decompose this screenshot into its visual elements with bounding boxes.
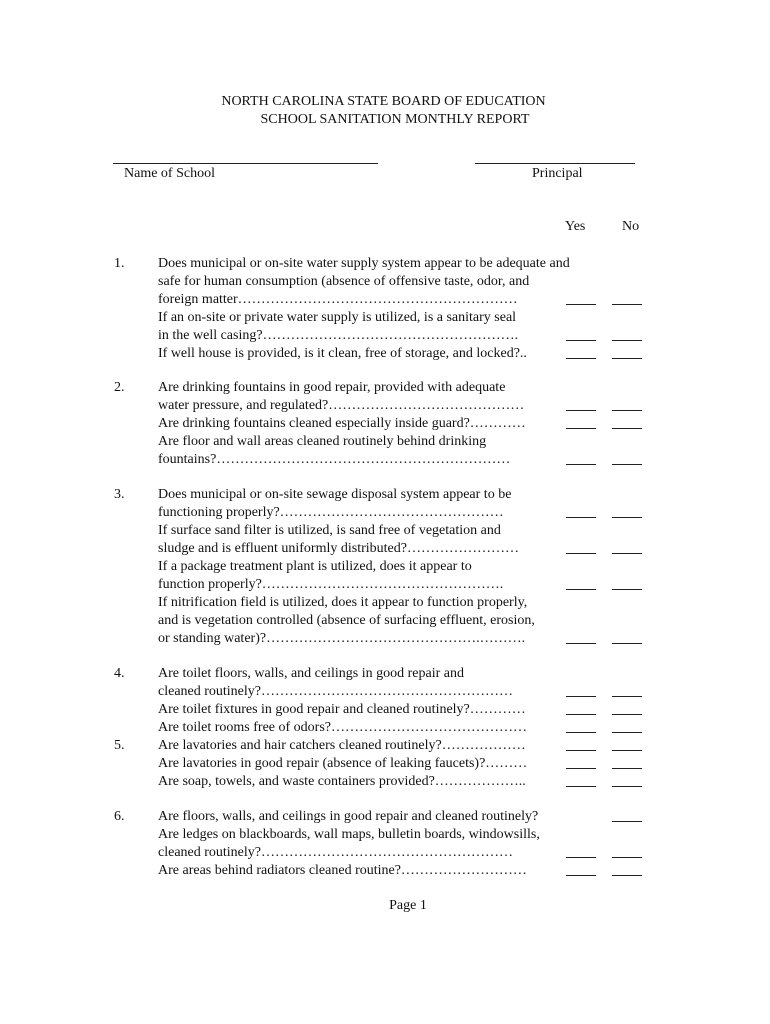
question-text: Are ledges on blackboards, wall maps, bulletin boards, windowsills,	[158, 827, 540, 842]
question-text: Are areas behind radiators cleaned routine?………………………	[158, 863, 527, 878]
no-answer-blank[interactable]	[612, 821, 642, 822]
question-text: or standing water)?……………………………………….……….	[158, 631, 526, 646]
yes-answer-blank[interactable]	[566, 589, 596, 590]
question-text: Are drinking fountains in good repair, provided with adequate	[158, 380, 506, 395]
page-number: Page 1	[389, 898, 427, 913]
question-text: Are floor and wall areas cleaned routinely behind drinking	[158, 434, 487, 449]
no-answer-blank[interactable]	[612, 714, 642, 715]
question-text: and is vegetation controlled (absence of surfacing effluent, erosion,	[158, 613, 535, 628]
question-text: function properly?…………………………………………….	[158, 577, 504, 592]
question-text: Are soap, towels, and waste containers provided?………………..	[158, 774, 526, 789]
question-text: sludge and is effluent uniformly distributed?……………………	[158, 541, 519, 556]
no-answer-blank[interactable]	[612, 768, 642, 769]
question-text: Are lavatories in good repair (absence of leaking faucets)?………	[158, 756, 528, 771]
yes-answer-blank[interactable]	[566, 358, 596, 359]
question-text: functioning properly?…………………………………………	[158, 505, 504, 520]
question-text: safe for human consumption (absence of offensive taste, odor, and	[158, 274, 530, 289]
report-title	[0, 93, 770, 129]
yes-answer-blank[interactable]	[566, 786, 596, 787]
no-answer-blank[interactable]	[612, 875, 642, 876]
question-text: If surface sand filter is utilized, is sand free of vegetation and	[158, 523, 501, 538]
question-text: If a package treatment plant is utilized, does it appear to	[158, 559, 472, 574]
question-text: Does municipal or on-site sewage disposal system appear to be	[158, 487, 512, 502]
question-text: If an on-site or private water supply is utilized, is a sanitary seal	[158, 310, 517, 325]
no-answer-blank[interactable]	[612, 589, 642, 590]
no-answer-blank[interactable]	[612, 340, 642, 341]
yes-answer-blank[interactable]	[566, 340, 596, 341]
question-number: 5.	[114, 738, 125, 753]
yes-answer-blank[interactable]	[566, 553, 596, 554]
yes-answer-blank[interactable]	[566, 643, 596, 644]
principal-field[interactable]	[475, 163, 635, 164]
question-text: Are lavatories and hair catchers cleaned routinely?………………	[158, 738, 526, 753]
no-answer-blank[interactable]	[612, 786, 642, 787]
yes-answer-blank[interactable]	[566, 875, 596, 876]
question-text: Does municipal or on-site water supply system appear to be adequate and	[158, 256, 570, 271]
question-text: water pressure, and regulated?……………………………………	[158, 398, 525, 413]
no-answer-blank[interactable]	[612, 428, 642, 429]
no-answer-blank[interactable]	[612, 857, 642, 858]
question-number: 3.	[114, 487, 125, 502]
question-text: cleaned routinely?………………………………………………	[158, 684, 514, 699]
school-name-label: Name of School	[124, 166, 215, 181]
yes-answer-blank[interactable]	[566, 464, 596, 465]
question-text: cleaned routinely?………………………………………………	[158, 845, 514, 860]
question-text: fountains?………………………………………………………	[158, 452, 511, 467]
yes-answer-blank[interactable]	[566, 768, 596, 769]
title-line-2: SCHOOL SANITATION MONTHLY REPORT	[260, 112, 530, 127]
no-answer-blank[interactable]	[612, 696, 642, 697]
no-answer-blank[interactable]	[612, 517, 642, 518]
no-answer-blank[interactable]	[612, 410, 642, 411]
yes-answer-blank[interactable]	[566, 750, 596, 751]
no-answer-blank[interactable]	[612, 304, 642, 305]
no-answer-blank[interactable]	[612, 464, 642, 465]
yes-answer-blank[interactable]	[566, 410, 596, 411]
yes-answer-blank[interactable]	[566, 714, 596, 715]
yes-answer-blank[interactable]	[566, 696, 596, 697]
no-column-header: No	[622, 219, 640, 234]
yes-answer-blank[interactable]	[566, 428, 596, 429]
question-text: Are drinking fountains cleaned especially inside guard?…………	[158, 416, 526, 431]
question-text: Are floors, walls, and ceilings in good repair and cleaned routinely?	[158, 809, 539, 824]
school-name-field[interactable]	[113, 163, 378, 164]
no-answer-blank[interactable]	[612, 750, 642, 751]
question-text: in the well casing?……………………………………………….	[158, 328, 519, 343]
yes-answer-blank[interactable]	[566, 857, 596, 858]
question-text: foreign matter……………………………………………………	[158, 292, 518, 307]
question-text: Are toilet floors, walls, and ceilings in good repair and	[158, 666, 464, 681]
yes-column-header: Yes	[565, 219, 586, 234]
question-number: 6.	[114, 809, 125, 824]
title-line-1: NORTH CAROLINA STATE BOARD OF EDUCATION	[221, 94, 546, 109]
question-number: 1.	[114, 256, 125, 271]
question-text: If well house is provided, is it clean, free of storage, and locked?..	[158, 346, 527, 361]
principal-label: Principal	[532, 166, 583, 181]
no-answer-blank[interactable]	[612, 732, 642, 733]
question-text: Are toilet rooms free of odors?……………………………………	[158, 720, 527, 735]
question-number: 4.	[114, 666, 125, 681]
question-text: If nitrification field is utilized, does it appear to function properly,	[158, 595, 528, 610]
yes-answer-blank[interactable]	[566, 732, 596, 733]
yes-answer-blank[interactable]	[566, 517, 596, 518]
question-number: 2.	[114, 380, 125, 395]
no-answer-blank[interactable]	[612, 553, 642, 554]
no-answer-blank[interactable]	[612, 358, 642, 359]
question-text: Are toilet fixtures in good repair and cleaned routinely?…………	[158, 702, 526, 717]
yes-answer-blank[interactable]	[566, 304, 596, 305]
no-answer-blank[interactable]	[612, 643, 642, 644]
